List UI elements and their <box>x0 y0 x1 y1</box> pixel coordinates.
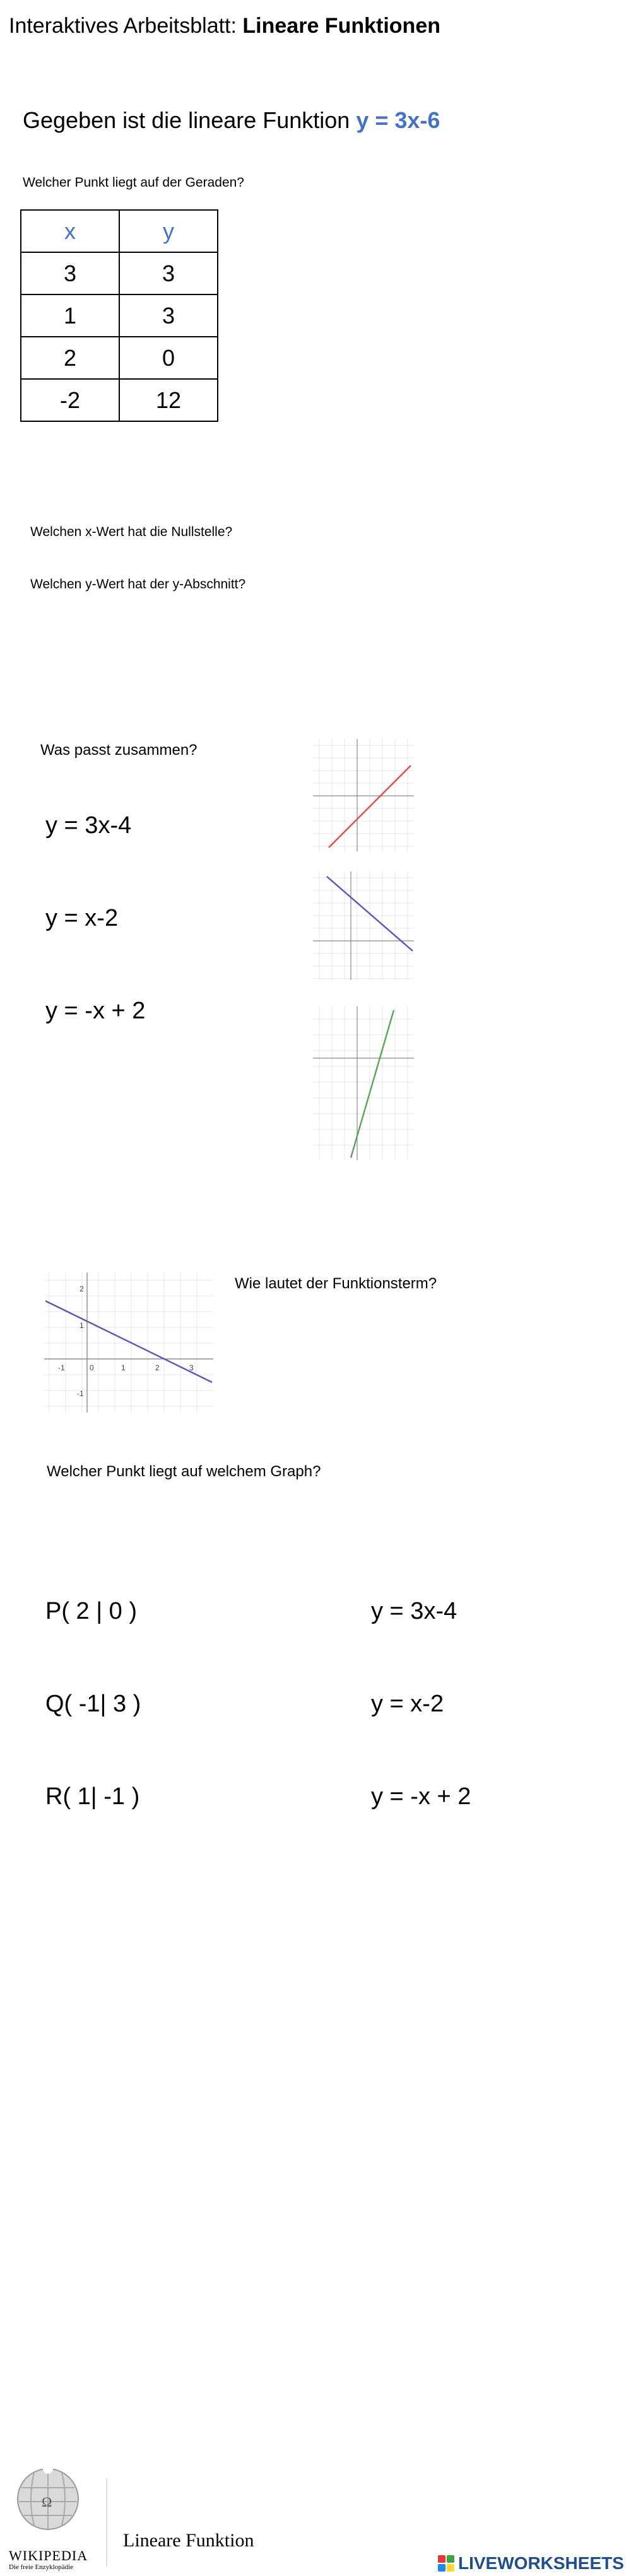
brand-square <box>447 2564 454 2572</box>
function-term-question: Wie lautet der Funktionsterm? <box>235 1275 437 1292</box>
given-function: y = 3x-6 <box>356 107 440 133</box>
table-cell: 3 <box>21 252 119 294</box>
table-header-row <box>21 210 218 252</box>
table-cell: 2 <box>21 337 119 379</box>
y-tick-label: 1 <box>80 1321 84 1330</box>
x-tick-label: 1 <box>121 1363 126 1372</box>
wikipedia-globe-icon <box>9 2462 88 2532</box>
table-row[interactable] <box>21 294 218 337</box>
table-cell: 1 <box>21 294 119 337</box>
table-cell: 0 <box>119 337 218 379</box>
x-tick-label: -1 <box>58 1363 65 1372</box>
match-equation[interactable]: y = -x + 2 <box>45 998 146 1024</box>
function-term-graph-svg <box>44 1273 213 1413</box>
wikipedia-wordmark: WIKIPEDIA <box>9 2548 88 2563</box>
given-prefix: Gegeben ist die lineare Funktion <box>23 107 357 133</box>
table-row[interactable] <box>21 379 218 421</box>
graph-red-svg <box>313 739 414 851</box>
wikipedia-tagline: Die freie Enzyklopädie <box>9 2563 74 2571</box>
match-equation[interactable]: y = 3x-4 <box>45 812 132 839</box>
wikipedia-article-link[interactable]: Lineare Funktion <box>123 2530 254 2551</box>
match-equation[interactable]: y = x-2 <box>45 905 119 931</box>
table-cell: 12 <box>119 379 218 421</box>
svg-text:Ω: Ω <box>42 2494 52 2510</box>
zero-question: Welchen x-Wert hat die Nullstelle? <box>30 525 233 539</box>
table-header-x: x <box>21 210 119 252</box>
point-question: Welcher Punkt liegt auf der Geraden? <box>23 175 244 190</box>
table-row[interactable] <box>21 337 218 379</box>
brand-square <box>438 2564 445 2572</box>
liveworksheets-icon <box>438 2555 454 2572</box>
page-title <box>9 14 440 38</box>
x-tick-label: 2 <box>155 1363 160 1372</box>
brand-square <box>447 2555 454 2563</box>
table-cell: 3 <box>119 252 218 294</box>
brand-square <box>438 2555 445 2563</box>
graph-equation-item[interactable]: y = 3x-4 <box>371 1598 457 1624</box>
graph-equation-item[interactable]: y = -x + 2 <box>371 1783 471 1810</box>
value-table <box>20 209 218 422</box>
intercept-question: Welchen y-Wert hat der y-Abschnitt? <box>30 577 246 592</box>
y-tick-label: -1 <box>77 1389 84 1398</box>
graph-blue-svg <box>313 871 414 980</box>
liveworksheets-logo <box>438 2554 624 2573</box>
point-graph-question: Welcher Punkt liegt auf welchem Graph? <box>47 1463 321 1480</box>
graph-green[interactable] <box>313 1006 414 1160</box>
graph-green-svg <box>313 1006 414 1160</box>
table-row[interactable] <box>21 252 218 294</box>
given-function-heading <box>23 107 440 134</box>
point-item[interactable]: R( 1| -1 ) <box>45 1783 140 1810</box>
graph-line <box>45 1301 212 1382</box>
y-tick-label: 2 <box>80 1285 84 1293</box>
point-item[interactable]: P( 2 | 0 ) <box>45 1598 138 1624</box>
point-item[interactable]: Q( -1| 3 ) <box>45 1691 141 1717</box>
function-term-graph <box>44 1273 213 1413</box>
footer-divider <box>106 2478 107 2567</box>
graph-blue[interactable] <box>313 871 414 980</box>
graph-equation-item[interactable]: y = x-2 <box>371 1691 444 1717</box>
table-cell: 3 <box>119 294 218 337</box>
x-tick-label: 0 <box>90 1363 94 1372</box>
match-question: Was passt zusammen? <box>40 742 198 759</box>
title-bold: Lineare Funktionen <box>242 14 440 38</box>
table-header-y: y <box>119 210 218 252</box>
liveworksheets-wordmark: LIVEWORKSHEETS <box>458 2553 624 2573</box>
table-cell: -2 <box>21 379 119 421</box>
x-tick-label: 3 <box>189 1363 194 1372</box>
title-prefix: Interaktives Arbeitsblatt: <box>9 14 243 38</box>
graph-red[interactable] <box>313 739 414 851</box>
